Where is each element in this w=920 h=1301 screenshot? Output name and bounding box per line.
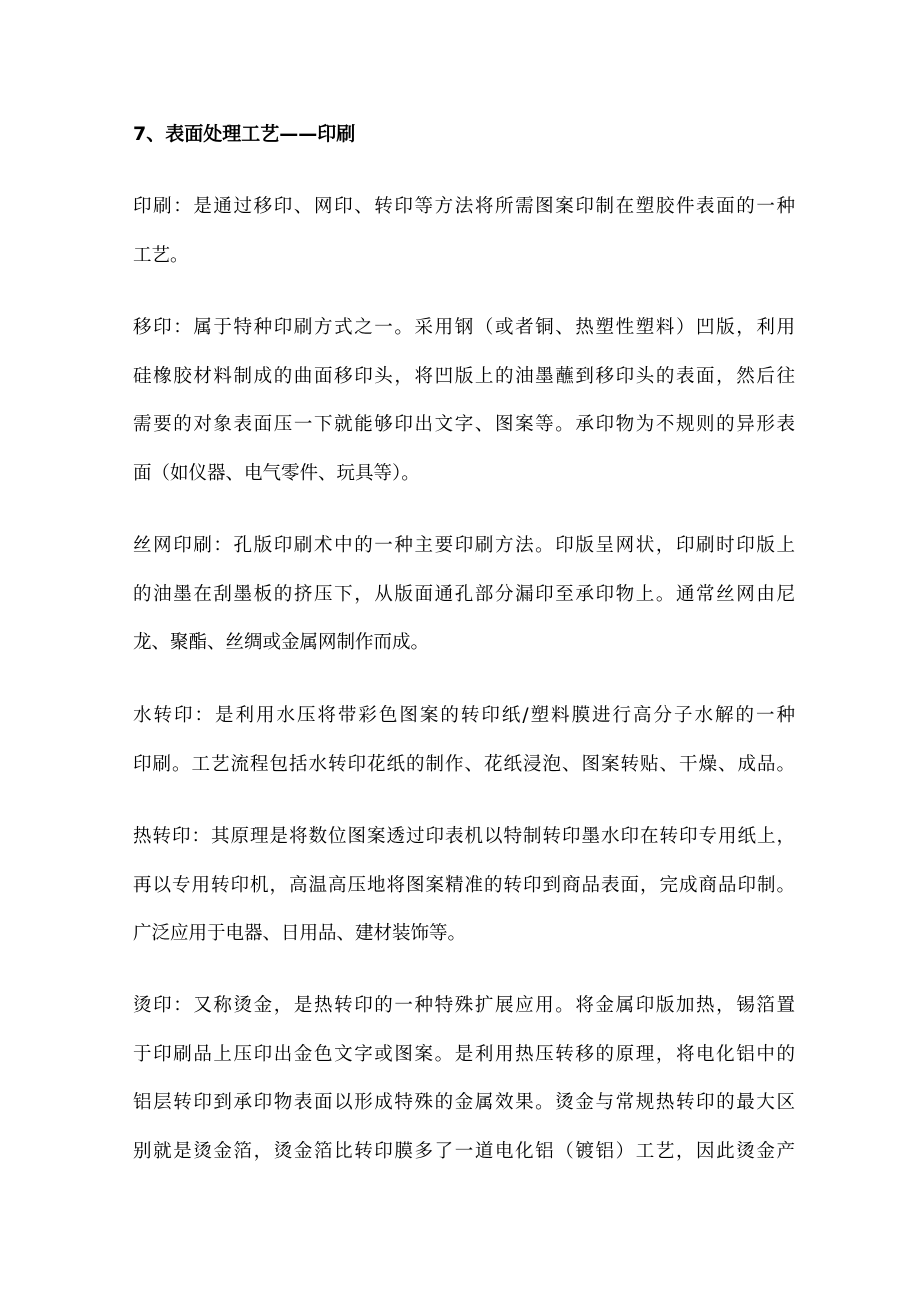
paragraph-water-transfer: [133, 692, 795, 789]
text-line: 于印刷品上压印出金色文字或图案。是利用热压转移的原理，将电化铝中的: [133, 1043, 795, 1065]
text-line: 铝层转印到承印物表面以形成特殊的金属效果。烫金与常规热转印的最大区: [133, 1092, 795, 1113]
paragraph-printing: [133, 183, 795, 280]
paragraph-hot-stamping: [133, 982, 795, 1176]
text-line: 别就是烫金箔，烫金箔比转印膜多了一道电化铝（镀铝）工艺，因此烫金产: [133, 1140, 795, 1162]
text-line: 的油墨在刮墨板的挤压下，从版面通孔部分漏印至承印物上。通常丝网由尼: [133, 583, 795, 605]
text-line: 烫印：又称烫金，是热转印的一种特殊扩展应用。将金属印版加热，锡箔置: [133, 995, 795, 1016]
text-line: 龙、聚酯、丝绸或金属网制作而成。: [133, 632, 430, 653]
text-line: 硅橡胶材料制成的曲面移印头，将凹版上的油墨蘸到移印头的表面，然后往: [133, 365, 795, 387]
text-line: 面（如仪器、电气零件、玩具等）。: [133, 462, 420, 484]
text-line: 印刷。工艺流程包括水转印花纸的制作、花纸浸泡、图案转贴、干燥、成品。: [133, 753, 795, 775]
paragraph-pad-printing: [133, 304, 795, 498]
text-line: 再以专用转印机，高温高压地将图案精准的转印到商品表面，完成商品印制。: [133, 874, 795, 896]
text-line: 工艺。: [133, 244, 189, 266]
text-line: 需要的对象表面压一下就能够印出文字、图案等。承印物为不规则的异形表: [133, 414, 795, 435]
text-line: 水转印：是利用水压将带彩色图案的转印纸/塑料膜进行高分子水解的一种: [133, 705, 795, 726]
section-heading: 7、表面处理工艺——印刷: [133, 123, 356, 145]
paragraph-screen-printing: [133, 522, 795, 668]
text-line: 广泛应用于电器、日用品、建材装饰等。: [133, 923, 467, 944]
text-line: 丝网印刷：孔版印刷术中的一种主要印刷方法。印版呈网状，印刷时印版上: [133, 535, 795, 556]
text-line: 热转印：其原理是将数位图案透过印表机以特制转印墨水印在转印专用纸上，: [133, 826, 795, 847]
text-line: 印刷：是通过移印、网印、转印等方法将所需图案印制在塑胶件表面的一种: [133, 196, 795, 217]
text-line: 移印：属于特种印刷方式之一。采用钢（或者铜、热塑性塑料）凹版，利用: [133, 317, 795, 338]
paragraph-heat-transfer: [133, 813, 795, 959]
